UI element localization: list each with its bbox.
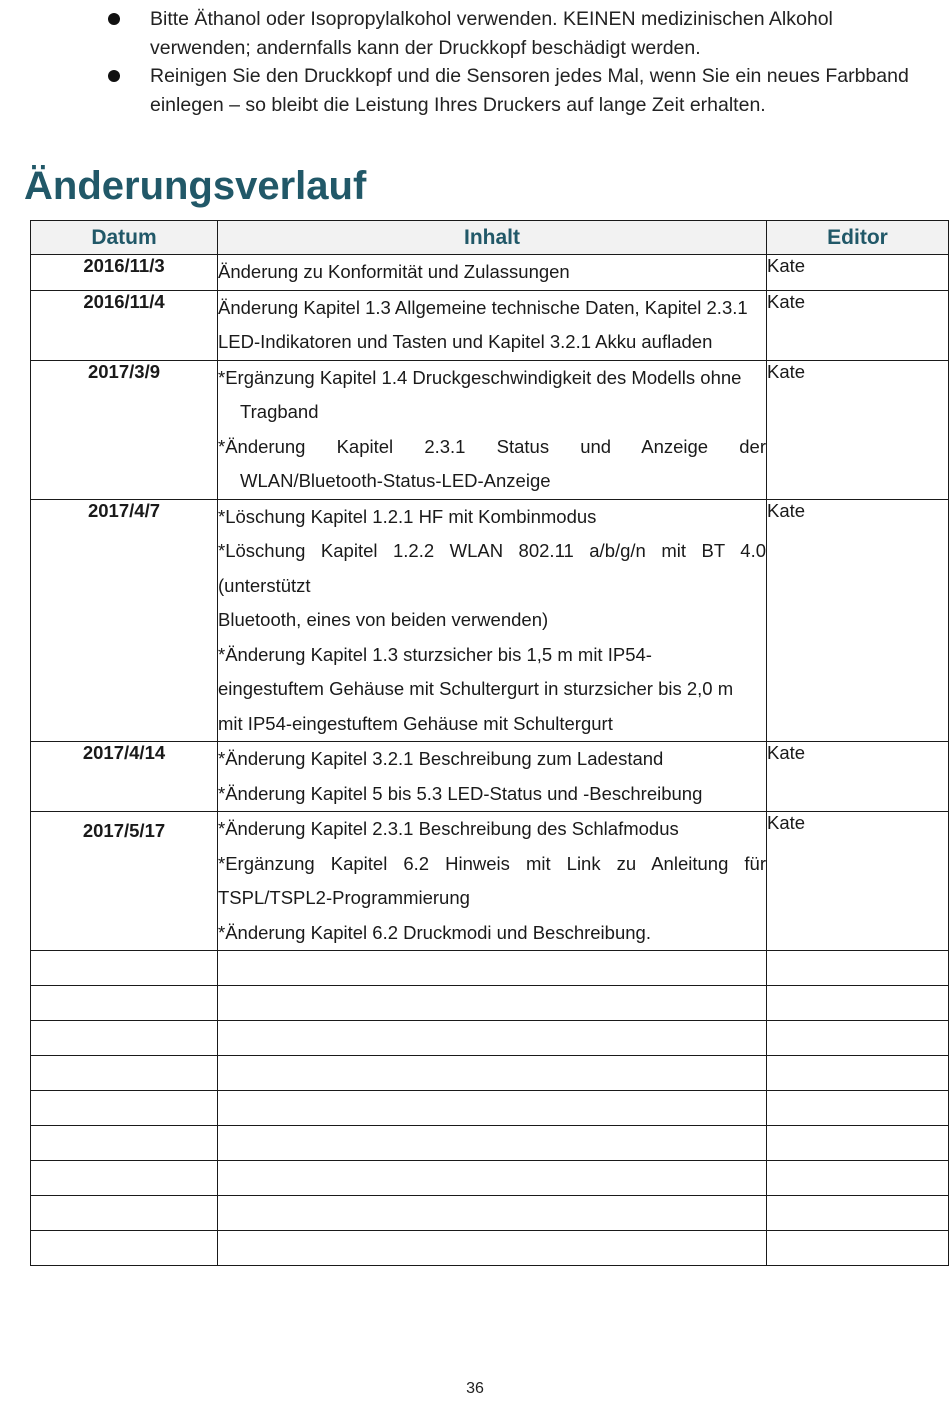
row-editor: Kate [767, 360, 949, 499]
content-line: Änderung zu Konformität und Zulassungen [218, 261, 570, 282]
row-editor: Kate [767, 742, 949, 812]
column-header-editor: Editor [767, 221, 949, 255]
revision-history-table [30, 220, 949, 1266]
content-line: *Änderung Kapitel 6.2 Druckmodi und Beschreibung. [218, 921, 651, 943]
table-row [31, 499, 949, 742]
content-line: *Ergänzung Kapitel 6.2 Hinweis mit Link zu Anleitung für [218, 852, 766, 874]
empty-cell [767, 1056, 949, 1091]
empty-cell [218, 1126, 767, 1161]
empty-table-row [31, 1091, 949, 1126]
row-date: 2016/11/4 [31, 290, 218, 360]
row-content [218, 255, 767, 291]
content-line: *Änderung Kapitel 1.3 sturzsicher bis 1,5 m mit IP54- [218, 643, 652, 665]
empty-table-row [31, 1196, 949, 1231]
empty-cell [31, 951, 218, 986]
content-line: *Änderung Kapitel 2.3.1 Status und Anzeige der [218, 435, 766, 457]
content-line: *Änderung Kapitel 3.2.1 Beschreibung zum Ladestand [218, 748, 664, 769]
content-line: *Ergänzung Kapitel 1.4 Druckgeschwindigkeit des Modells ohne [218, 366, 742, 388]
row-date: 2017/5/17 [31, 812, 218, 951]
row-date: 2017/4/14 [31, 742, 218, 812]
empty-cell [218, 1021, 767, 1056]
empty-cell [767, 1231, 949, 1266]
row-editor: Kate [767, 812, 949, 951]
column-header-content: Inhalt [218, 221, 767, 255]
empty-table-row [31, 1126, 949, 1161]
empty-table-row [31, 1021, 949, 1056]
empty-cell [218, 1231, 767, 1266]
empty-cell [767, 1161, 949, 1196]
content-line: *Löschung Kapitel 1.2.1 HF mit Kombinmodus [218, 505, 597, 527]
table-row [31, 742, 949, 812]
note-item [0, 5, 950, 62]
row-content [218, 290, 767, 360]
empty-table-row [31, 951, 949, 986]
content-line: *Änderung Kapitel 2.3.1 Beschreibung des Schlafmodus [218, 818, 679, 839]
content-line: Tragband [240, 401, 319, 422]
note-text: Reinigen Sie den Druckkopf und die Sensoren jedes Mal, wenn Sie ein neues Farbband einlegen – so bleibt die Leistung Ihres Druckers auf lange Zeit erhalten. [150, 65, 909, 116]
table-header-row [31, 221, 949, 255]
empty-cell [31, 1161, 218, 1196]
row-date: 2017/4/7 [31, 499, 218, 742]
content-line: Bluetooth, eines von beiden verwenden) [218, 609, 549, 630]
empty-cell [31, 1196, 218, 1231]
content-line: LED-Indikatoren und Tasten und Kapitel 3.2.1 Akku aufladen [218, 331, 713, 352]
empty-cell [767, 951, 949, 986]
empty-table-row [31, 1231, 949, 1266]
empty-table-row [31, 986, 949, 1021]
empty-cell [218, 1196, 767, 1231]
table-row [31, 360, 949, 499]
empty-cell [31, 1126, 218, 1161]
empty-cell [31, 1021, 218, 1056]
row-content [218, 812, 767, 951]
note-item [0, 62, 950, 119]
empty-cell [767, 1126, 949, 1161]
empty-cell [218, 951, 767, 986]
row-date: 2016/11/3 [31, 255, 218, 291]
empty-cell [31, 1231, 218, 1266]
content-line: WLAN/Bluetooth-Status-LED-Anzeige [240, 470, 551, 491]
empty-cell [767, 1196, 949, 1231]
content-line: TSPL/TSPL2-Programmierung [218, 887, 470, 908]
empty-cell [218, 1091, 767, 1126]
empty-table-row [31, 1056, 949, 1091]
table-row [31, 290, 949, 360]
cleaning-notes [0, 5, 950, 119]
content-line: mit IP54-eingestuftem Gehäuse mit Schultergurt [218, 712, 613, 734]
empty-cell [31, 1091, 218, 1126]
empty-cell [218, 1161, 767, 1196]
row-content [218, 742, 767, 812]
row-date: 2017/3/9 [31, 360, 218, 499]
note-text: Bitte Äthanol oder Isopropylalkohol verwenden. KEINEN medizinischen Alkohol verwenden; andernfalls kann der Druckkopf beschädigt werden. [150, 8, 833, 59]
row-content [218, 499, 767, 742]
table-row [31, 812, 949, 951]
empty-cell [31, 986, 218, 1021]
column-header-date: Datum [31, 221, 218, 255]
bullet-dot-icon [108, 70, 120, 82]
empty-cell [218, 1056, 767, 1091]
content-line: *Änderung Kapitel 5 bis 5.3 LED-Status und -Beschreibung [218, 782, 703, 804]
empty-cell [767, 986, 949, 1021]
empty-cell [218, 986, 767, 1021]
row-editor: Kate [767, 290, 949, 360]
content-line: Änderung Kapitel 1.3 Allgemeine technische Daten, Kapitel 2.3.1 [218, 296, 748, 318]
row-editor: Kate [767, 499, 949, 742]
empty-cell [31, 1056, 218, 1091]
content-line: *Löschung Kapitel 1.2.2 WLAN 802.11 a/b/g/n mit BT 4.0 [218, 540, 766, 561]
table-row [31, 255, 949, 291]
empty-table-row [31, 1161, 949, 1196]
page-number: 36 [466, 1380, 484, 1397]
content-line: eingestuftem Gehäuse mit Schultergurt in sturzsicher bis 2,0 m [218, 678, 734, 699]
bullet-dot-icon [108, 13, 120, 25]
row-editor: Kate [767, 255, 949, 291]
empty-cell [767, 1091, 949, 1126]
content-line: (unterstützt [218, 574, 311, 596]
row-content [218, 360, 767, 499]
section-heading: Änderungsverlauf [24, 164, 367, 208]
empty-cell [767, 1021, 949, 1056]
